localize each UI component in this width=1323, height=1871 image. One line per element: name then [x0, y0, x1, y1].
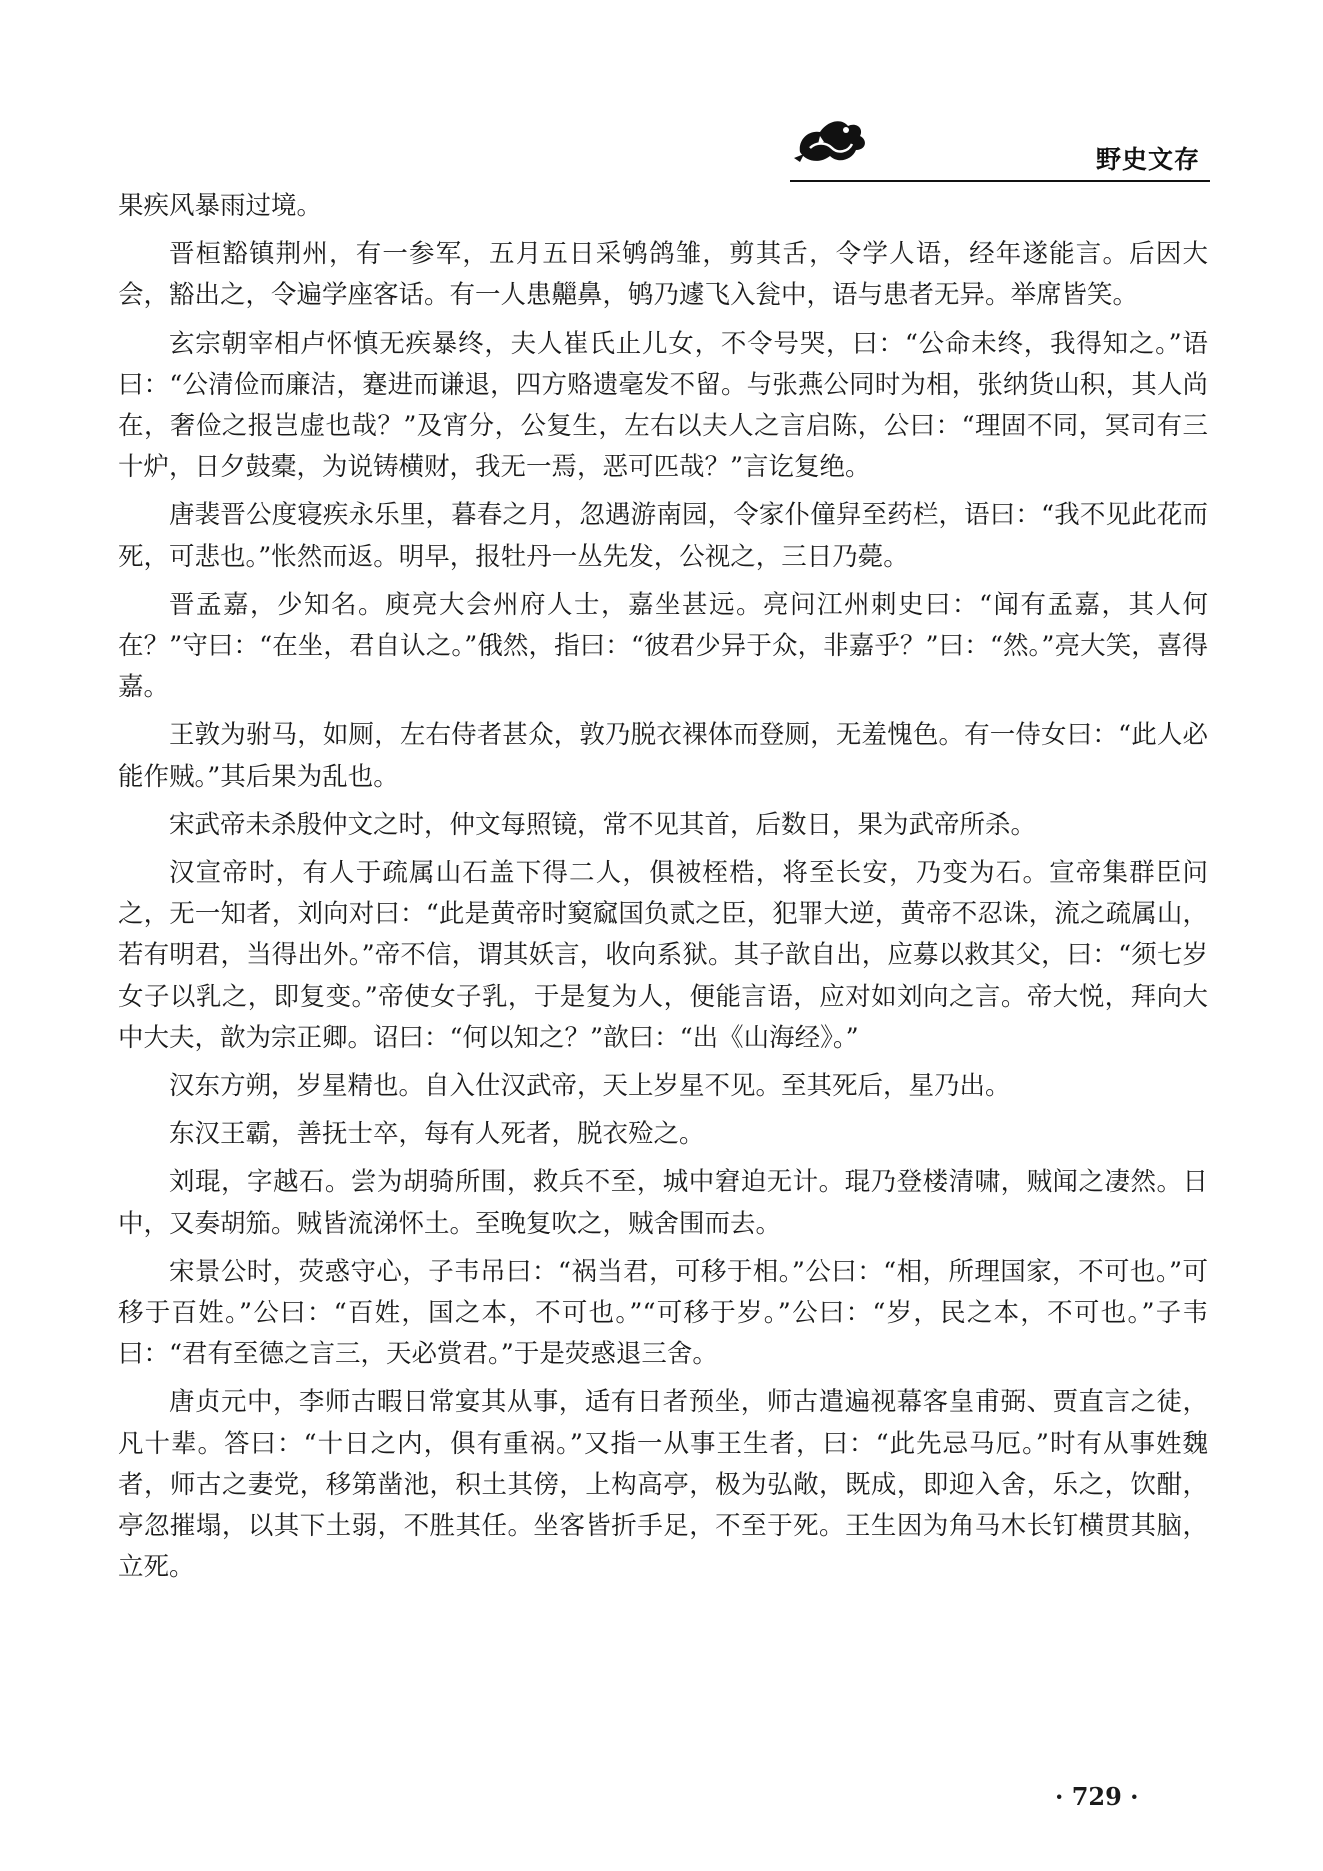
dragon-emblem-icon [790, 112, 870, 172]
paragraph: 东汉王霸，善抚士卒，每有人死者，脱衣殓之。 [169, 1119, 705, 1150]
paragraph: 果疾风暴雨过境。 [118, 191, 323, 221]
paragraph: 汉宣帝时，有人于疏属山石盖下得二人，俱被桎梏，将至长安，乃变为石。宣帝集群臣问之，无一知者，刘向对曰：“此是黄帝时窫窳国负贰之臣，犯罪大逆，黄帝不忍诛，流之疏属山，若有明君，当得出外。”帝不信，谓其妖言，收向系狱。其子歆自出，应募以救其父，曰：“须七岁女子以乳之，即复变。”帝使女子乳，于是复为人，便能言语，应对如刘向之言。帝大悦，拜向大中大夫，歆为宗正卿。诏曰：“何以知之？”歆曰：“出《山海经》。” [118, 858, 1208, 1053]
paragraph: 唐贞元中，李师古暇日常宴其从事，适有日者预坐，师古遣遍视幕客皇甫弼、贾直言之徒，凡十辈。答曰：“十日之内，俱有重祸。”又指一从事王生者，曰：“此先忌马厄。”时有从事姓魏者，师古之妻党，移第凿池，积土其傍，上构高亭，极为弘敞，既成，即迎入舍，乐之，饮酣，亭忽摧塌，以其下土弱，不胜其任。坐客皆折手足，不至于死。王生因为角马木长钉横贯其脑，立死。 [118, 1387, 1208, 1583]
paragraph: 王敦为驸马，如厕，左右侍者甚众，敦乃脱衣裸体而登厕，无羞愧色。有一侍女曰：“此人必能作贼。”其后果为乱也。 [118, 720, 1208, 792]
header-rule [790, 180, 1210, 182]
paragraph: 宋武帝未杀殷仲文之时，仲文每照镜，常不见其首，后数日，果为武帝所杀。 [169, 809, 1037, 840]
paragraph: 晋桓豁镇荆州，有一参军，五月五日采鸲鸽雏，剪其舌，令学人语，经年遂能言。后因大会，豁出之，令遍学座客话。有一人患齆鼻，鸲乃遽飞入瓮中，语与患者无异。举席皆笑。 [118, 239, 1208, 311]
paragraph: 刘琨，字越石。尝为胡骑所围，救兵不至，城中窘迫无计。琨乃登楼清啸，贼闻之凄然。日中，又奏胡笳。贼皆流涕怀土。至晚复吹之，贼舍围而去。 [118, 1167, 1208, 1239]
series-title: 野史文存 [1095, 145, 1200, 174]
paragraph: 晋孟嘉，少知名。庾亮大会州府人士，嘉坐甚远。亮问江州刺史曰：“闻有孟嘉，其人何在？”守曰：“在坐，君自认之。”俄然，指曰：“彼君少异于众，非嘉乎？”曰：“然。”亮大笑，喜得嘉。 [118, 589, 1208, 703]
paragraph: 玄宗朝宰相卢怀慎无疾暴终，夫人崔氏止儿女，不令号哭，曰：“公命未终，我得知之。”语曰：“公清俭而廉洁，蹇进而谦退，四方赂遗毫发不留。与张燕公同时为相，张纳货山积，其人尚在，奢俭之报岂虚也哉？”及宵分，公复生，左右以夫人之言启陈，公曰：“理固不同，冥司有三十炉，日夕鼓橐，为说铸横财，我无一焉，恶可匹哉？”言讫复绝。 [118, 328, 1208, 483]
paragraph: 汉东方朔，岁星精也。自入仕汉武帝，天上岁星不见。至其死后，星乃出。 [169, 1071, 1011, 1102]
page-body [118, 186, 1208, 1596]
paragraph: 唐裴晋公度寝疾永乐里，暮春之月，忽遇游南园，令家仆僮舁至药栏，语曰：“我不见此花而死，可悲也。”怅然而返。明早，报牡丹一丛先发，公视之，三日乃薨。 [118, 500, 1208, 572]
paragraph: 宋景公时，荧惑守心，子韦吊曰：“祸当君，可移于相。”公曰：“相，所理国家，不可也。”可移于百姓。”公曰：“百姓，国之本，不可也。”“可移于岁。”公曰：“岁，民之本，不可也。”子韦曰：“君有至德之言三，天必赏君。”于是荧惑退三舍。 [118, 1256, 1208, 1370]
page-header [790, 112, 1210, 184]
page-number: · 729 · [1055, 1782, 1139, 1811]
